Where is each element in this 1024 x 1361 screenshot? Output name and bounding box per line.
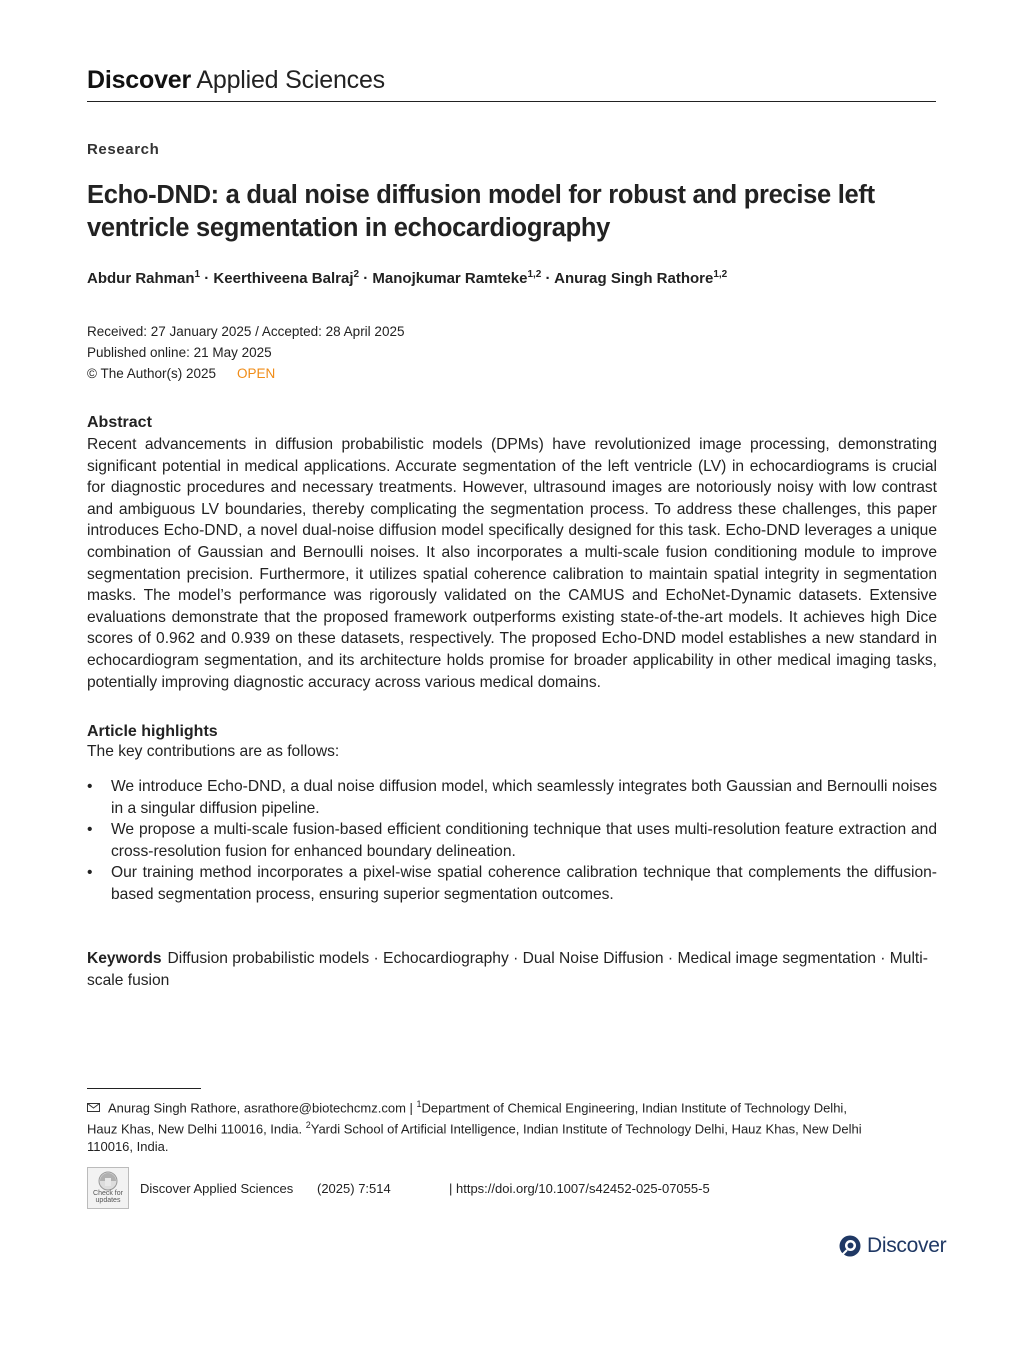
article-type: Research xyxy=(87,141,160,158)
footer-journal: Discover Applied Sciences xyxy=(140,1181,294,1196)
highlights-heading: Article highlights xyxy=(87,723,218,740)
keywords-label: Keywords xyxy=(87,950,162,967)
author-name[interactable]: Keerthiveena Balraj xyxy=(213,270,354,287)
crossmark-label: Check for updates xyxy=(93,1190,123,1204)
check-for-updates-badge[interactable] xyxy=(87,1167,129,1209)
abstract-heading: Abstract xyxy=(87,414,152,431)
open-access-badge[interactable]: OPEN xyxy=(237,366,276,381)
discover-logo-icon xyxy=(838,1234,862,1258)
highlight-item xyxy=(87,862,937,905)
bullet-icon: • xyxy=(87,864,93,882)
highlights-list xyxy=(87,776,937,906)
corresponding-contact[interactable]: Anurag Singh Rathore, asrathore@biotechcmz.com | xyxy=(108,1100,417,1116)
highlight-item xyxy=(87,776,937,819)
highlights-intro: The key contributions are as follows: xyxy=(87,743,340,760)
author-separator: · xyxy=(200,270,214,287)
journal-name-bold: Discover xyxy=(87,66,192,94)
header-divider xyxy=(87,101,936,102)
footer-volume: (2025) 7:514 xyxy=(317,1181,391,1196)
bullet-icon: • xyxy=(87,821,93,839)
article-dates xyxy=(87,321,404,363)
footnote-divider xyxy=(87,1088,201,1089)
author-separator: · xyxy=(359,270,373,287)
affiliation-number: 1 xyxy=(416,1099,422,1109)
author-name[interactable]: Manojkumar Ramteke xyxy=(372,270,528,287)
author-affiliation: 1 xyxy=(194,269,201,280)
published-date: Published online: 21 May 2025 xyxy=(87,345,272,360)
article-title: Echo-DND: a dual noise diffusion model for robust and precise left ventricle segmentation in echocardiography xyxy=(87,181,875,242)
author-affiliation: 1,2 xyxy=(527,269,542,280)
highlight-text: We propose a multi-scale fusion-based efficient conditioning technique that uses multi-resolution feature extraction and cross-resolution fusion for enhanced boundary delineation. xyxy=(111,821,937,860)
copyright-notice: © The Author(s) 2025 xyxy=(87,366,217,381)
keywords-text: Diffusion probabilistic models · Echocardiography · Dual Noise Diffusion · Medical image segmentation · Multi-scale fusion xyxy=(87,950,928,989)
author-affiliation: 2 xyxy=(353,269,360,280)
envelope-icon xyxy=(87,1103,100,1112)
publisher-logo xyxy=(838,1233,946,1259)
affiliation-number: 2 xyxy=(305,1119,311,1130)
bullet-icon: • xyxy=(87,778,93,795)
publisher-name: Discover xyxy=(867,1234,947,1257)
affiliation-text: Yardi School of Artificial Intelligence, Indian Institute of Technology Delhi, Hauz Khas, New Delhi 110016, India. xyxy=(87,1121,862,1154)
received-accepted-date: Received: 27 January 2025 / Accepted: 28 April 2025 xyxy=(87,324,405,339)
highlight-text: Our training method incorporates a pixel-wise spatial coherence calibration technique that complements the diffusion-based segmentation process, ensuring superior segmentation outcomes. xyxy=(111,864,937,903)
journal-name xyxy=(87,66,385,95)
highlight-text: We introduce Echo-DND, a dual noise diffusion model, which seamlessly integrates both Gaussian and Bernoulli noises in a singular diffusion pipeline. xyxy=(111,778,937,817)
keywords xyxy=(87,948,937,991)
author-list xyxy=(87,269,727,287)
journal-name-rest: Applied Sciences xyxy=(196,66,385,94)
correspondence-footnote xyxy=(87,1096,877,1155)
author-separator: · xyxy=(541,270,555,287)
author-affiliation: 1,2 xyxy=(713,269,728,280)
footer-doi-link[interactable]: | https://doi.org/10.1007/s42452-025-07055-5 xyxy=(449,1181,710,1196)
author-name[interactable]: Abdur Rahman xyxy=(87,270,195,287)
highlight-item xyxy=(87,819,937,862)
affiliation-text: Department of Chemical Engineering, Indian Institute of Technology Delhi, Hauz Khas, New Delhi 110016, India. xyxy=(87,1100,847,1137)
author-name[interactable]: Anurag Singh Rathore xyxy=(554,270,714,287)
abstract-text: Recent advancements in diffusion probabilistic models (DPMs) have revolutionized image processing, demonstrating significant potential in medical applications. Accurate segmentation of the left ventricle (LV) in echocardiograms is crucial for diagnostic procedures and necessary treatments. However, ultrasound images are notoriously noisy with low contrast and ambiguous LV boundaries, thereby complicating the segmentation process. To address these challenges, this paper introduces Echo-DND, a novel dual-noise diffusion model specifically designed for this task. Echo-DND leverages a unique combination of Gaussian and Bernoulli noises. It also incorporates a multi-scale fusion conditioning module to improve segmentation precision. Furthermore, it utilizes spatial coherence calibration to maintain spatial integrity in segmentation masks. The model’s performance was rigorously validated on the CAMUS and EchoNet-Dynamic datasets. Extensive evaluations demonstrate that the proposed framework outperforms existing state-of-the-art models. It achieves high Dice scores of 0.962 and 0.939 on these datasets, respectively. The proposed Echo-DND model establishes a new standard in echocardiogram segmentation, and its architecture holds promise for broader applicability in other medical imaging tasks, potentially improving diagnostic accuracy across various medical domains. xyxy=(87,436,937,691)
